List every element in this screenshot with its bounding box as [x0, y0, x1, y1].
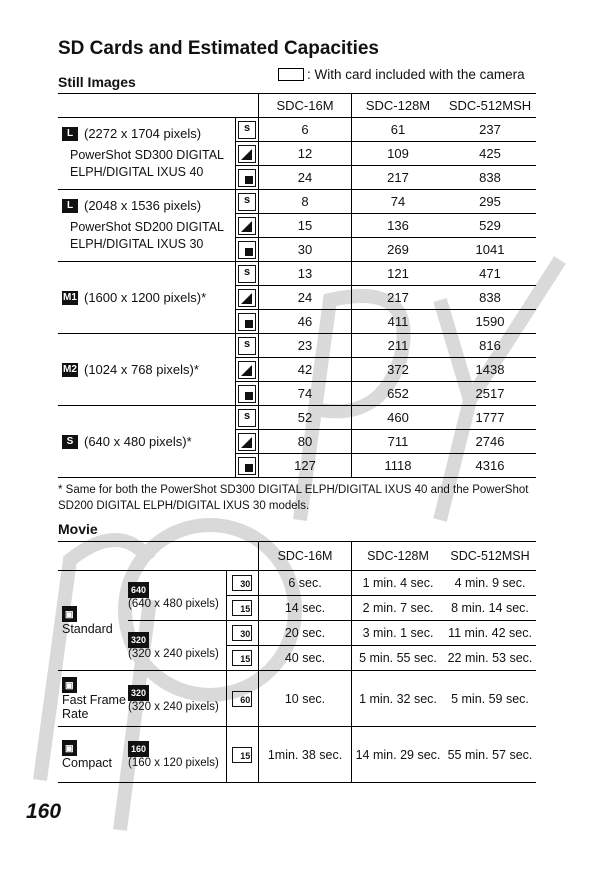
capacity-cell: 460	[352, 406, 445, 430]
card-header: SDC-512MSH	[444, 94, 536, 118]
frame-rate-icon: 30	[232, 625, 252, 641]
capacity-cell: 816	[444, 334, 536, 358]
legend-text: : With card included with the camera	[307, 67, 525, 82]
table-row	[58, 190, 536, 214]
movie-mode-icon: ▣	[62, 677, 77, 693]
footnote: * Same for both the PowerShot SD300 DIGITAL ELPH/DIGITAL IXUS 40 and the PowerShot SD200 DIGITAL ELPH/DIGITAL IXUS 30 models.	[58, 484, 529, 512]
compression-icon	[238, 241, 256, 259]
table-row	[58, 334, 536, 358]
table-row	[58, 727, 536, 783]
table-row	[58, 118, 536, 142]
movie-length-cell: 20 sec.	[259, 621, 352, 646]
capacity-cell: 425	[444, 142, 536, 166]
capacity-cell: 121	[352, 262, 445, 286]
movie-length-cell: 1min. 38 sec.	[259, 727, 352, 783]
page-number: 160	[26, 800, 62, 823]
movie-heading: Movie	[58, 521, 98, 537]
compression-icon	[238, 193, 256, 211]
capacity-cell: 12	[259, 142, 352, 166]
movie-size-label: (320 x 240 pixels)	[128, 700, 219, 713]
movie-mode-label: Standard	[62, 621, 113, 636]
movie-size-icon: 640	[128, 582, 149, 598]
card-header: SDC-128M	[352, 542, 445, 571]
model-label: PowerShot SD300 DIGITAL ELPH/DIGITAL IXUS 40	[70, 148, 224, 179]
capacity-cell: 295	[444, 190, 536, 214]
resolution-label: (640 x 480 pixels)*	[84, 434, 192, 449]
resolution-label: (1600 x 1200 pixels)*	[84, 290, 207, 305]
movie-size-icon: 160	[128, 741, 149, 757]
model-label: PowerShot SD200 DIGITAL ELPH/DIGITAL IXUS 30	[70, 220, 224, 251]
capacity-cell: 2517	[444, 382, 536, 406]
capacity-cell: 1041	[444, 238, 536, 262]
movie-size-icon: 320	[128, 632, 149, 648]
capacity-cell: 411	[352, 310, 445, 334]
movie-mode-label: Compact	[62, 755, 113, 770]
capacity-cell: 237	[444, 118, 536, 142]
still-images-heading: Still Images	[58, 74, 136, 90]
capacity-cell: 74	[352, 190, 445, 214]
capacity-cell: 24	[259, 166, 352, 190]
movie-length-cell: 3 min. 1 sec.	[352, 621, 445, 646]
movie-size-icon: 320	[128, 685, 149, 701]
capacity-cell: 13	[259, 262, 352, 286]
capacity-cell: 23	[259, 334, 352, 358]
compression-icon	[238, 313, 256, 331]
image-size-badge-icon: L	[62, 127, 78, 141]
table-row	[58, 671, 536, 727]
capacity-cell: 61	[352, 118, 445, 142]
movie-size-label: (160 x 120 pixels)	[128, 756, 219, 769]
movie-mode-icon: ▣	[62, 740, 77, 756]
capacity-cell: 211	[352, 334, 445, 358]
movie-length-cell: 5 min. 55 sec.	[352, 646, 445, 671]
capacity-cell: 1777	[444, 406, 536, 430]
movie-length-cell: 22 min. 53 sec.	[444, 646, 536, 671]
capacity-cell: 80	[259, 430, 352, 454]
movie-mode-icon: ▣	[62, 606, 77, 622]
capacity-cell: 471	[444, 262, 536, 286]
capacity-cell: 8	[259, 190, 352, 214]
movie-length-cell: 5 min. 59 sec.	[444, 671, 536, 727]
capacity-cell: 838	[444, 286, 536, 310]
resolution-label: (2048 x 1536 pixels)	[84, 198, 202, 214]
capacity-cell: 269	[352, 238, 445, 262]
capacity-cell: 838	[444, 166, 536, 190]
capacity-cell: 42	[259, 358, 352, 382]
movie-length-cell: 55 min. 57 sec.	[444, 727, 536, 783]
capacity-cell: 217	[352, 166, 445, 190]
table-row	[58, 406, 536, 430]
movie-length-cell: 4 min. 9 sec.	[444, 571, 536, 596]
compression-icon	[238, 385, 256, 403]
table-row	[58, 621, 536, 646]
movie-length-cell: 8 min. 14 sec.	[444, 596, 536, 621]
movie-length-cell: 11 min. 42 sec.	[444, 621, 536, 646]
movie-length-cell: 40 sec.	[259, 646, 352, 671]
capacity-cell: 52	[259, 406, 352, 430]
image-size-badge-icon: S	[62, 435, 78, 449]
capacity-cell: 6	[259, 118, 352, 142]
card-header: SDC-512MSH	[444, 542, 536, 571]
frame-rate-icon: 15	[232, 747, 252, 763]
frame-rate-icon: 15	[232, 650, 252, 666]
capacity-cell: 24	[259, 286, 352, 310]
capacity-cell: 1438	[444, 358, 536, 382]
image-size-badge-icon: M1	[63, 291, 77, 303]
capacity-cell: 15	[259, 214, 352, 238]
capacity-cell: 652	[352, 382, 445, 406]
compression-icon	[238, 409, 256, 427]
table-row	[58, 571, 536, 596]
movie-size-label: (640 x 480 pixels)	[128, 597, 219, 610]
page-title: SD Cards and Estimated Capacities	[58, 38, 379, 59]
movie-mode-label: Fast Frame Rate	[62, 692, 126, 721]
movie-length-cell: 2 min. 7 sec.	[352, 596, 445, 621]
compression-icon	[238, 265, 256, 283]
movie-length-cell: 10 sec.	[259, 671, 352, 727]
capacity-cell: 1118	[352, 454, 445, 478]
table-row	[58, 262, 536, 286]
capacity-cell: 529	[444, 214, 536, 238]
capacity-cell: 74	[259, 382, 352, 406]
resolution-label: (2272 x 1704 pixels)	[84, 126, 202, 142]
card-header: SDC-128M	[352, 94, 445, 118]
compression-icon	[238, 145, 256, 163]
image-size-badge-icon: L	[62, 199, 78, 213]
capacity-cell: 136	[352, 214, 445, 238]
legend	[278, 67, 525, 82]
capacity-cell: 109	[352, 142, 445, 166]
capacity-cell: 30	[259, 238, 352, 262]
compression-icon	[238, 361, 256, 379]
capacity-cell: 4316	[444, 454, 536, 478]
movie-length-cell: 14 sec.	[259, 596, 352, 621]
resolution-label: (1024 x 768 pixels)*	[84, 362, 199, 377]
compression-icon	[238, 457, 256, 475]
compression-icon	[238, 337, 256, 355]
frame-rate-icon: 30	[232, 575, 252, 591]
frame-rate-icon: 15	[232, 600, 252, 616]
capacity-cell: 1590	[444, 310, 536, 334]
legend-box-icon	[278, 68, 304, 81]
movie-length-cell: 14 min. 29 sec.	[352, 727, 445, 783]
capacity-cell: 711	[352, 430, 445, 454]
movie-length-cell: 1 min. 4 sec.	[352, 571, 445, 596]
movie-length-cell: 1 min. 32 sec.	[352, 671, 445, 727]
capacity-cell: 217	[352, 286, 445, 310]
compression-icon	[238, 217, 256, 235]
movie-length-cell: 6 sec.	[259, 571, 352, 596]
capacity-cell: 372	[352, 358, 445, 382]
capacity-cell: 46	[259, 310, 352, 334]
image-size-badge-icon: M2	[63, 363, 77, 375]
compression-icon	[238, 121, 256, 139]
card-header: SDC-16M	[259, 94, 352, 118]
capacity-cell: 127	[259, 454, 352, 478]
frame-rate-icon: 60	[232, 691, 252, 707]
movie-size-label: (320 x 240 pixels)	[128, 647, 219, 660]
compression-icon	[238, 289, 256, 307]
card-header: SDC-16M	[259, 542, 352, 571]
compression-icon	[238, 433, 256, 451]
movie-table	[58, 541, 536, 783]
compression-icon	[238, 169, 256, 187]
capacity-cell: 2746	[444, 430, 536, 454]
still-images-table	[58, 93, 536, 478]
